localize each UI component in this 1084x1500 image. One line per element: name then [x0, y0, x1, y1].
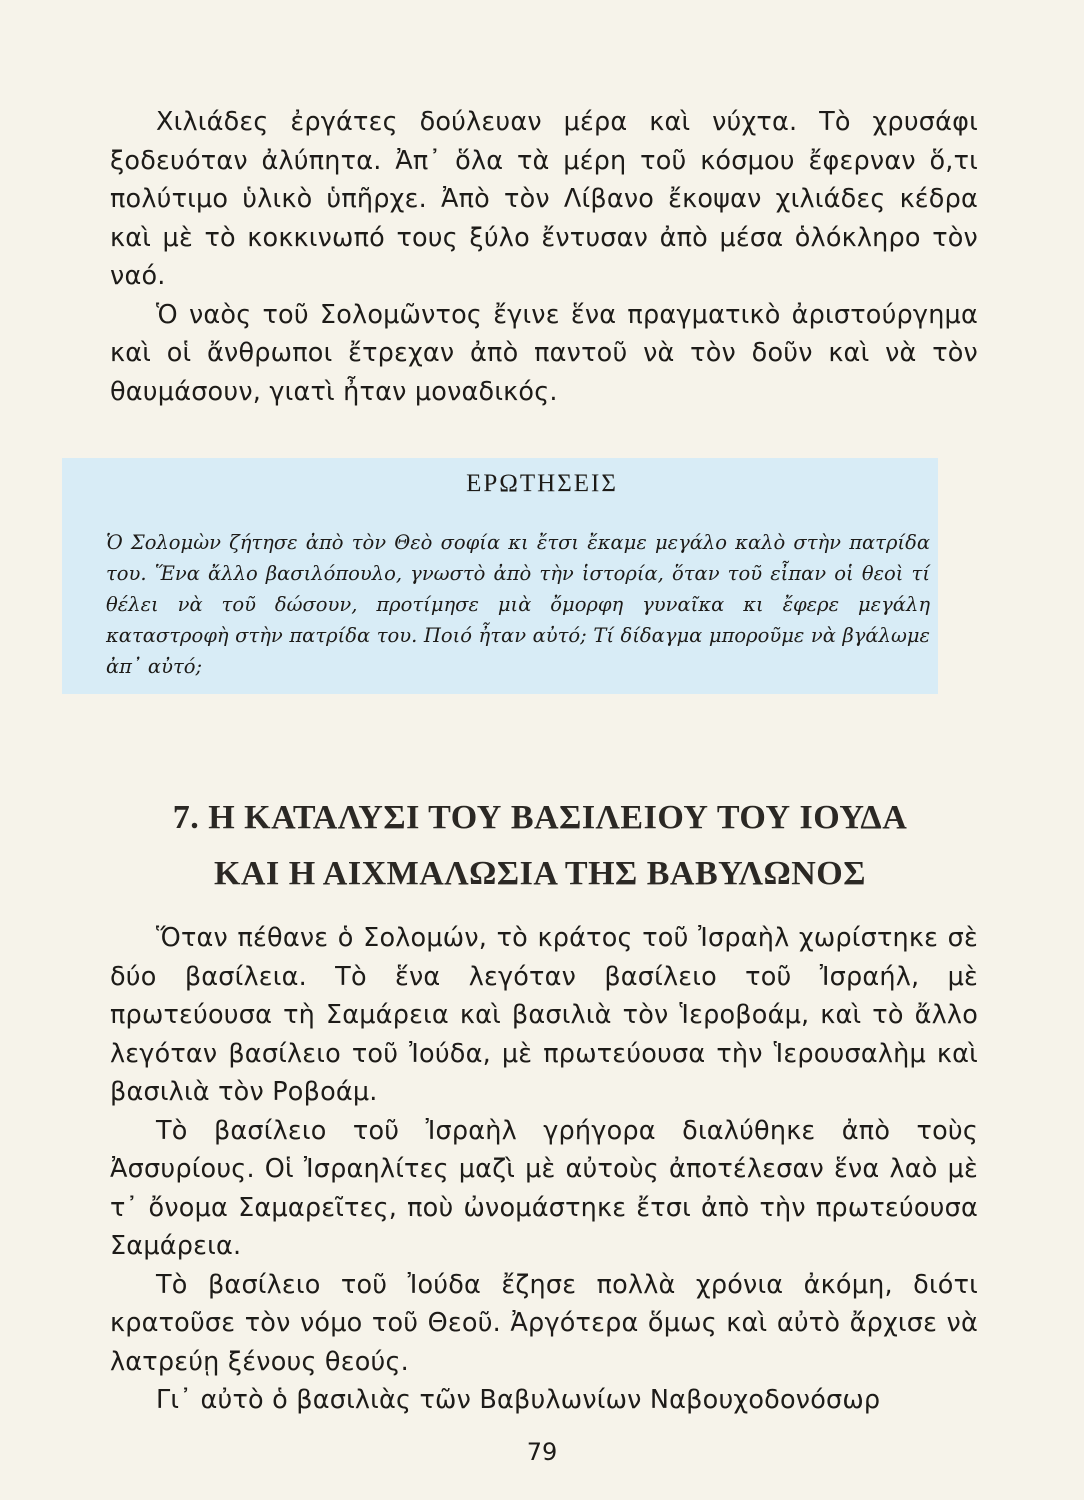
body-paragraph-3: Τὸ βασίλειο τοῦ Ἰούδα ἔζησε πολλὰ χρόνια ἀκόμη, διότι κρατοῦσε τὸν νόμο τοῦ Θεοῦ. Ἀργότερα ὅμως καὶ αὐτὸ ἄρχισε νὰ λατρεύῃ ξένους θεούς.: [110, 1269, 978, 1377]
chapter-heading-line-1: 7. Η ΚΑΤΑΛΥΣΙ ΤΟΥ ΒΑΣΙΛΕΙΟΥ ΤΟΥ ΙΟΥΔΑ: [172, 799, 908, 836]
questions-paragraph: Ὁ Σολομὼν ζήτησε ἀπὸ τὸν Θεὸ σοφία κι ἔτσι ἔκαμε μεγάλο καλὸ στὴν πατρίδα του. Ἕνα ἄλλο βασιλόπουλο, γνωστὸ ἀπὸ τὴν ἱστορία, ὅταν τοῦ εἶπαν οἱ θεοὶ τί θέλει νὰ τοῦ δώσουν, προτίμησε μιὰ ὄμορφη γυναῖκα κι ἔφερε μεγάλη καταστροφὴ στὴν πατρίδα του. Ποιό ἦταν αὐτό; Τί δίδαγμα μποροῦμε νὰ βγάλωμε ἀπ᾽ αὐτό;: [106, 531, 930, 678]
questions-text: [106, 527, 930, 682]
intro-paragraph-2: Ὁ ναὸς τοῦ Σολομῶντος ἔγινε ἕνα πραγματικὸ ἀριστούργημα καὶ οἱ ἄνθρωποι ἔτρεχαν ἀπὸ παντοῦ νὰ τὸν δοῦν καὶ νὰ τὸν θαυμάσουν, γιατὶ ἦταν μοναδικός.: [110, 299, 978, 407]
page-number: 79: [526, 1438, 558, 1466]
intro-paragraph-1: Χιλιάδες ἐργάτες δούλευαν μέρα καὶ νύχτα. Τὸ χρυσάφι ξοδευόταν ἀλύπητα. Ἀπ᾽ ὅλα τὰ μέρη τοῦ κόσμου ἔφερναν ὅ,τι πολύτιμο ὑλικὸ ὑπῆρχε. Ἀπὸ τὸν Λίβανο ἔκοψαν χιλιάδες κέδρα καὶ μὲ τὸ κοκκινωπό τους ξύλο ἔντυσαν ἀπὸ μέσα ὁλόκληρο τὸν ναό.: [110, 107, 978, 291]
chapter-heading: [110, 790, 970, 902]
body-paragraph-1: Ὅταν πέθανε ὁ Σολομών, τὸ κράτος τοῦ Ἰσραὴλ χωρίστηκε σὲ δύο βασίλεια. Τὸ ἕνα λεγόταν βασίλειο τοῦ Ἰσραήλ, μὲ πρωτεύουσα τὴ Σαμάρεια καὶ βασιλιὰ τὸν Ἱεροβοάμ, καὶ τὸ ἄλλο λεγόταν βασίλειο τοῦ Ἰούδα, μὲ πρωτεύουσα τὴν Ἱερουσαλὴμ καὶ βασιλιὰ τὸν Ροβοάμ.: [110, 923, 978, 1107]
chapter-body: [110, 919, 978, 1420]
intro-text: [110, 103, 978, 411]
chapter-heading-line-2: ΚΑΙ Η ΑΙΧΜΑΛΩΣΙΑ ΤΗΣ ΒΑΒΥΛΩΝΟΣ: [213, 855, 866, 892]
questions-title: ΕΡΩΤΗΣΕΙΣ: [466, 470, 618, 497]
body-paragraph-4: Γι᾽ αὐτὸ ὁ βασιλιὰς τῶν Βαβυλωνίων Ναβουχοδονόσωρ: [156, 1385, 881, 1415]
body-paragraph-2: Τὸ βασίλειο τοῦ Ἰσραὴλ γρήγορα διαλύθηκε ἀπὸ τοὺς Ἀσσυρίους. Οἱ Ἰσραηλίτες μαζὶ μὲ αὐτοὺς ἀποτέλεσαν ἕνα λαὸ μὲ τ᾽ ὄνομα Σαμαρεῖτες, ποὺ ὠνομάστηκε ἔτσι ἀπὸ τὴν πρωτεύουσα Σαμάρεια.: [110, 1115, 978, 1261]
